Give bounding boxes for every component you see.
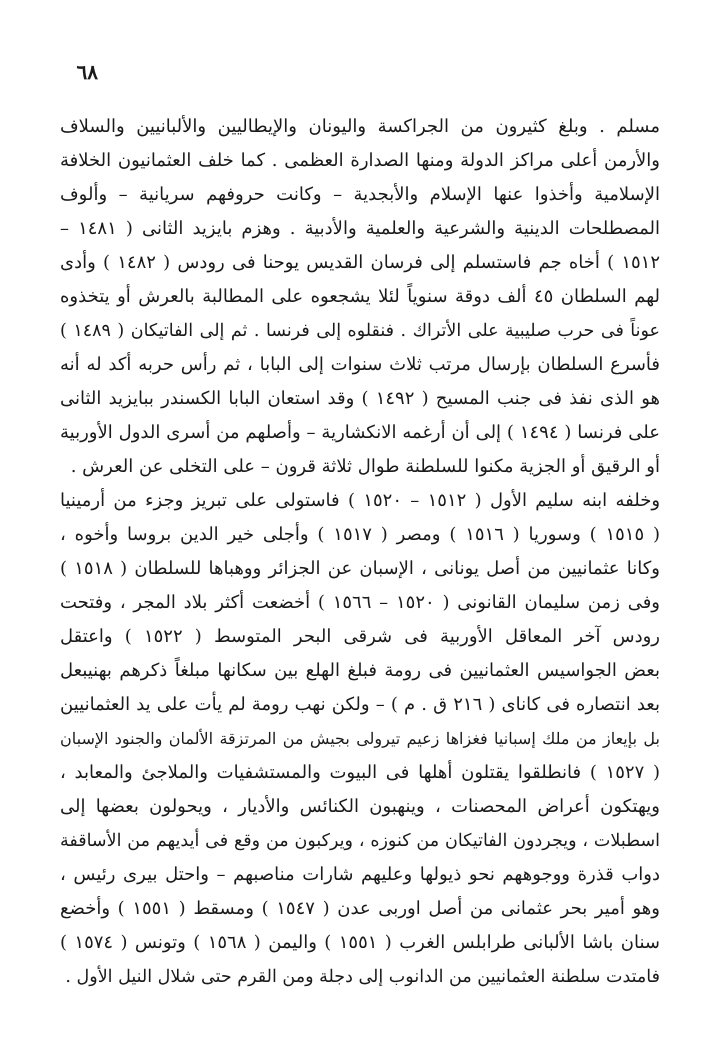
- text-line: وكانا عثمانيين من أصل يونانى ، الإسبان عن الجزائر ووهباها للسلطان ( ١٥١٨ ): [60, 558, 660, 579]
- text-line: المصطلحات الدينية والشرعية والعلمية والأدبية . وهزم بايزيد الثانى ( ١٤٨١ –: [60, 218, 660, 239]
- text-line: الإسلامية وأخذوا عنها الإسلام والأبجدية – وكانت حروفهم سريانية – وألوف: [60, 184, 660, 205]
- text-line: رودس آخر المعاقل الأوربية فى شرقى البحر المتوسط ( ١٥٢٢ ) واعتقل: [60, 626, 660, 647]
- text-line: على فرنسا ( ١٤٩٤ ) إلى أن أرغمه الانكشارية – وأصلهم من أسرى الدول الأوربية: [60, 422, 660, 443]
- text-line: والأرمن أعلى مراكز الدولة ومنها الصدارة العظمى . كما خلف العثمانيون الخلافة: [60, 150, 660, 171]
- text-line: بعض الجواسيس العثمانيين فى رومة فبلغ الهلع بين سكانها مبلغاً ذكرهم بهنيبعل: [60, 660, 660, 681]
- body-text: [60, 110, 660, 994]
- text-line: مسلم . وبلغ كثيرون من الجراكسة واليونان والإيطاليين والألبانيين والسلاف: [60, 116, 660, 137]
- text-line: سنان باشا الألبانى طرابلس الغرب ( ١٥٥١ ) واليمن ( ١٥٦٨ ) وتونس ( ١٥٧٤ ): [60, 932, 660, 953]
- page-number: ٦٨: [76, 60, 98, 84]
- text-line: فامتدت سلطنة العثمانيين من الدانوب إلى دجلة ومن القرم حتى شلال النيل الأول .: [65, 967, 660, 987]
- text-line: وفى زمن سليمان القانونى ( ١٥٢٠ – ١٥٦٦ ) أخضعت أكثر بلاد المجر ، وفتحت: [60, 592, 660, 613]
- text-line: ( ١٥١٥ ) وسوريا ( ١٥١٦ ) ومصر ( ١٥١٧ ) وأجلى خير الدين بروسا وأخوه ،: [60, 524, 660, 545]
- text-line: وهو أمير بحر عثمانى من أصل اوربى عدن ( ١٥٤٧ ) ومسقط ( ١٥٥١ ) وأخضع: [60, 898, 660, 919]
- text-line: وخلفه ابنه سليم الأول ( ١٥١٢ – ١٥٢٠ ) فاستولى على تبريز وجزء من أرمينيا: [60, 490, 660, 511]
- text-line: اسطبلات ، ويجردون الفاتيكان من كنوزه ، ويركبون من وقع فى أيديهم من الأساقفة: [60, 831, 660, 851]
- text-line: هو الذى نفذ فى جنب المسيح ( ١٤٩٢ ) وقد استعان البابا الكسندر ببايزيد الثانى: [60, 388, 660, 409]
- text-line: دواب قذرة ووجوههم نحو ذيولها وعليهم شارات مناصبهم – واحتل بيرى رئيس ،: [60, 864, 660, 885]
- text-line: أو الرقيق أو الجزية مكنوا للسلطنة طوال ثلاثة قرون – على التخلى عن العرش .: [70, 456, 660, 477]
- text-line: ويهتكون أعراض المحصنات ، وينهبون الكنائس والأديار ، ويحولون بعضها إلى: [60, 796, 660, 817]
- text-line: ( ١٥٢٧ ) فانطلقوا يقتلون أهلها فى البيوت والمستشفيات والملاجئ والمعابد ،: [60, 762, 660, 783]
- text-line: بعد انتصاره فى كاناى ( ٢١٦ ق . م ) – ولكن نهب رومة لم يأت على يد العثمانيين: [60, 694, 660, 715]
- text-line: عوناً فى حرب صليبية على الأتراك . فنقلوه إلى فرنسا . ثم إلى الفاتيكان ( ١٤٨٩ ): [60, 321, 660, 341]
- text-line: بل بإيعاز من ملك إسبانيا فغزاها زعيم تيرولى بجيش من المرتزقة الألمان والجنود الإسبان: [60, 729, 660, 748]
- text-line: فأسرع السلطان بإرسال مرتب ثلاث سنوات إلى البابا ، ثم رأس حربه أكد له أنه: [60, 354, 660, 375]
- text-line: لهم السلطان ٤٥ ألف دوقة سنوياً لئلا يشجعوه على المطالبة بالعرش أو يتخذوه: [60, 286, 660, 307]
- text-line: ١٥١٢ ) أخاه جم فاستسلم إلى فرسان القديس يوحنا فى رودس ( ١٤٨٢ ) وأدى: [60, 252, 660, 273]
